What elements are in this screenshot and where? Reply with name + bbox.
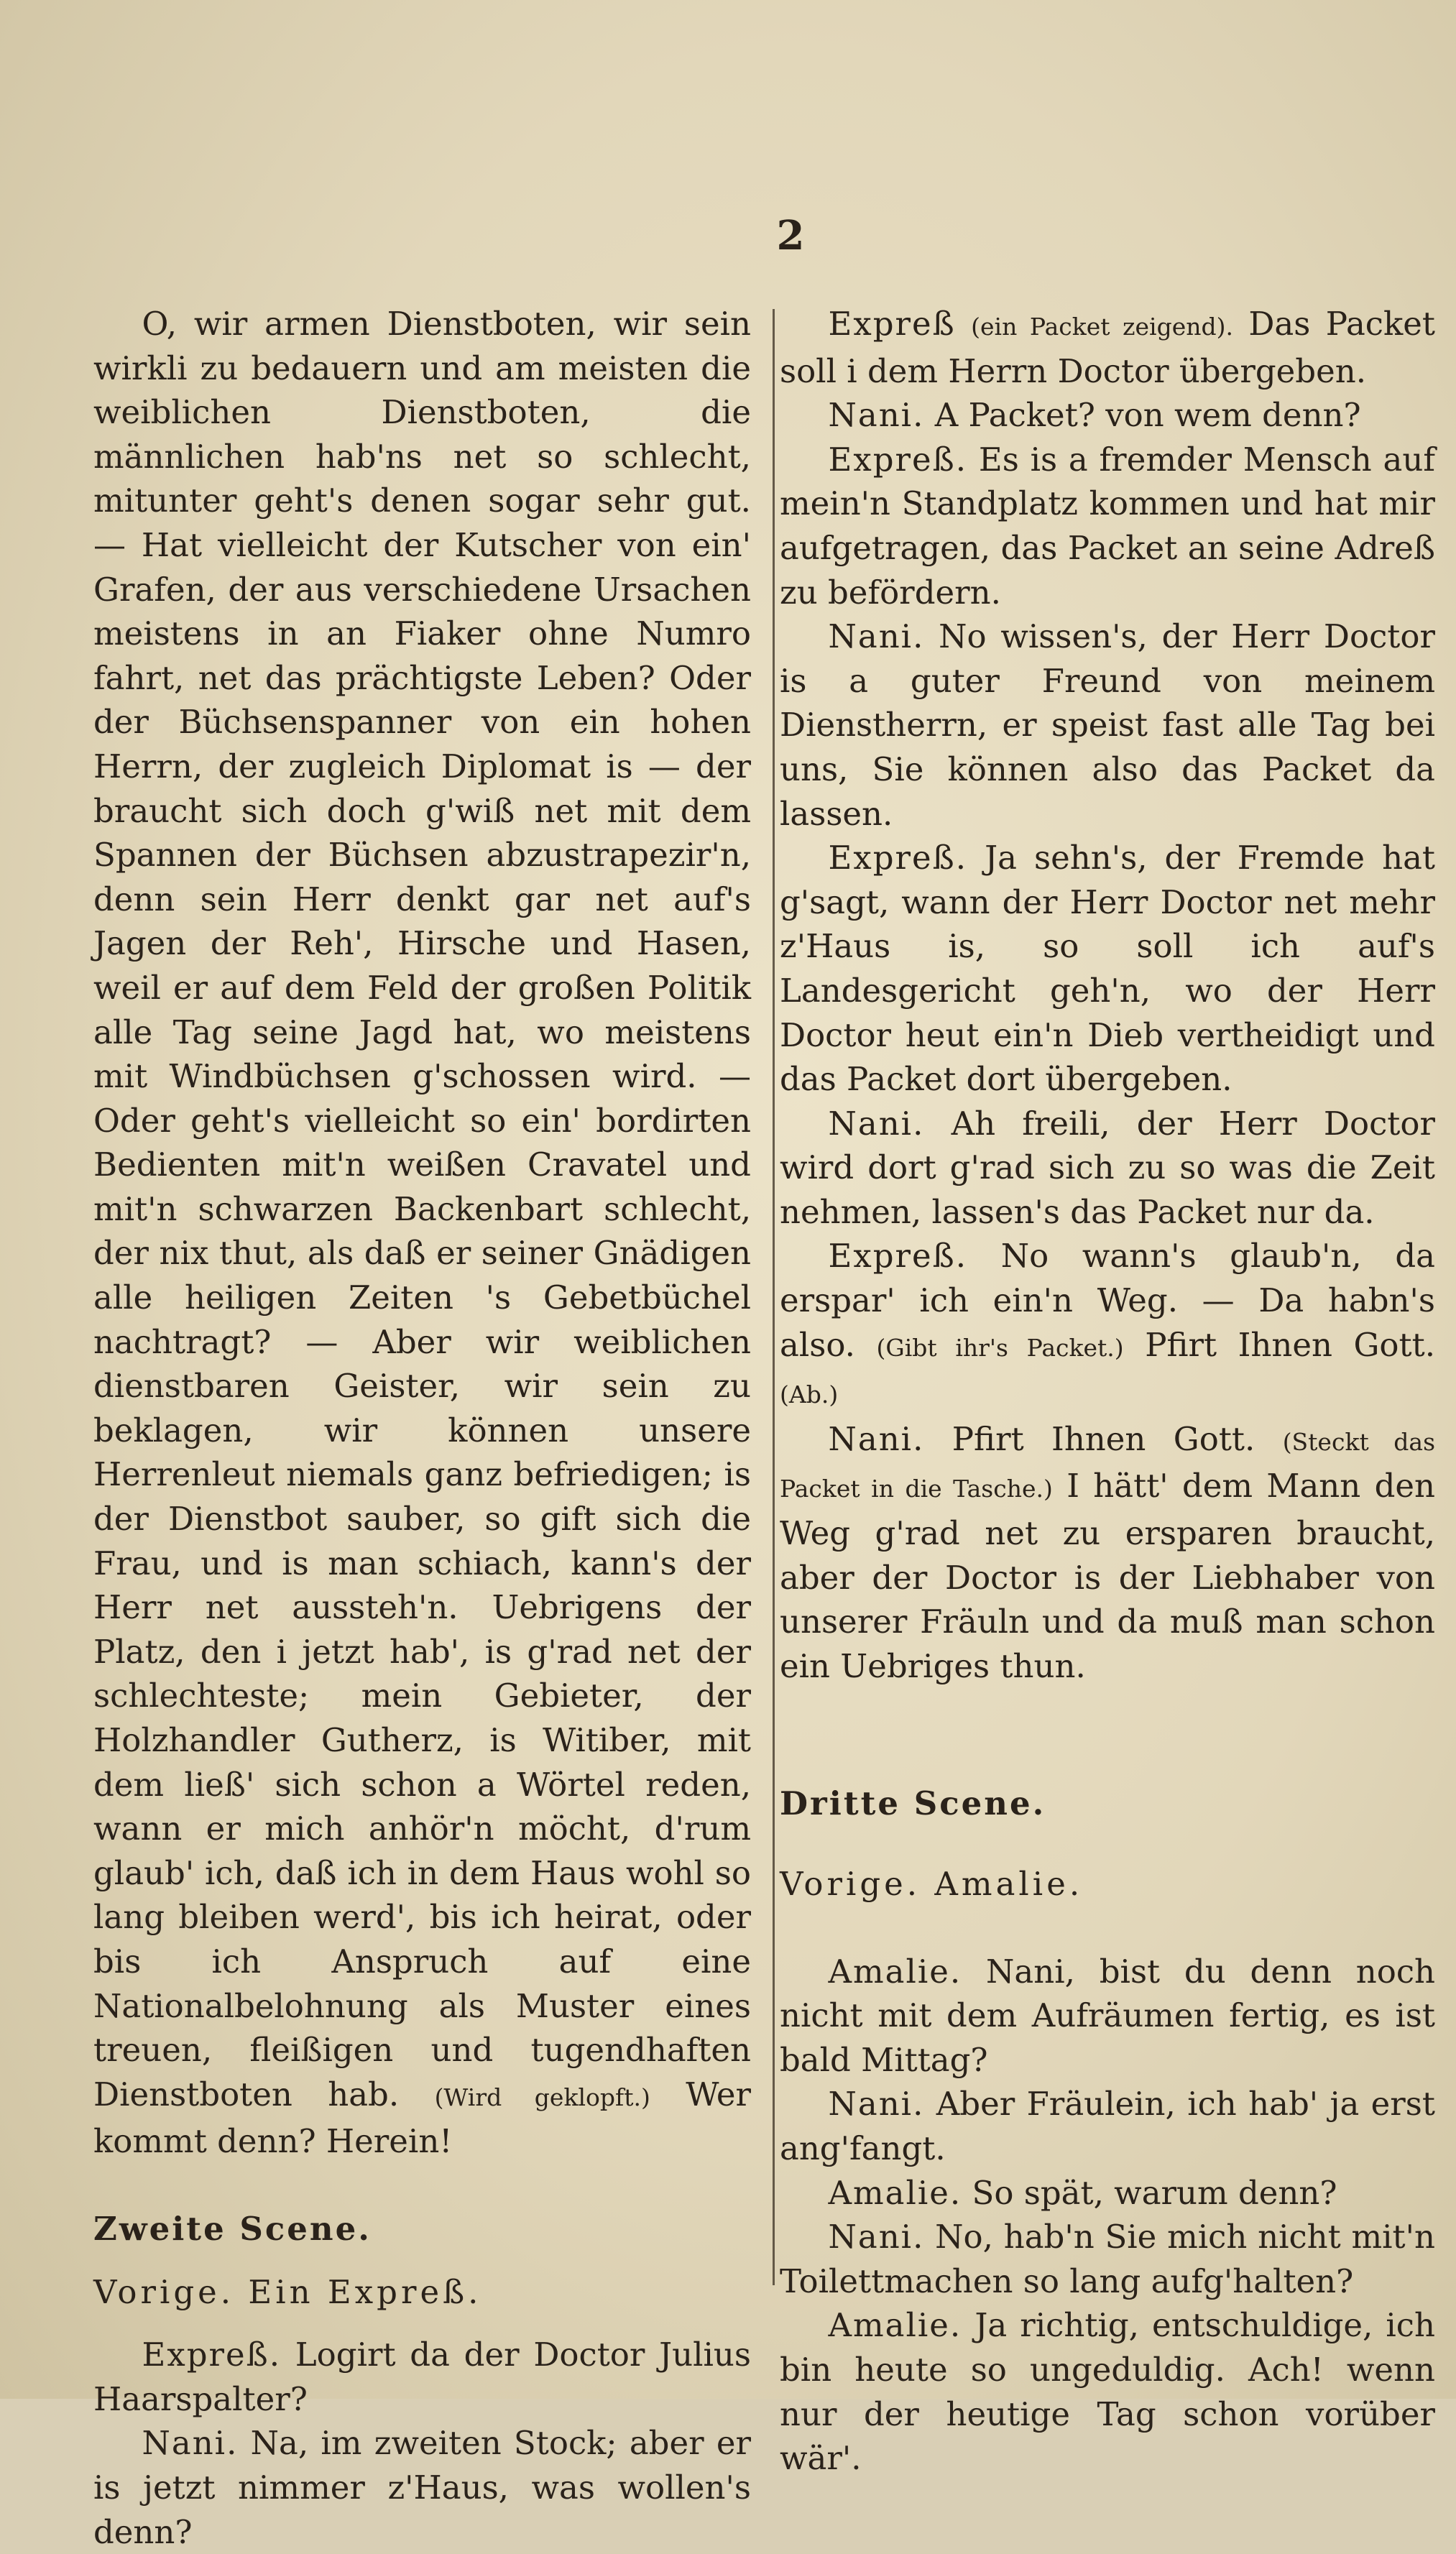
- monologue-text-after: Wer kommt denn? Herein!: [93, 2075, 751, 2161]
- dialogue-text: Es is a fremder Mensch auf mein'n Standplatz kommen und hat mir aufgetragen, das Packet an seine Adreß zu befördern.: [780, 440, 1435, 612]
- dialogue-text: No, hab'n Sie mich nicht mit'n Toilettmachen so lang aufg'halten?: [780, 2218, 1435, 2300]
- dialogue-text: Nani, bist du denn noch nicht mit dem Aufräumen fertig, es ist bald Mittag?: [780, 1952, 1436, 2079]
- speaker-name: Amalie.: [828, 2173, 962, 2212]
- speaker-name: Nani.: [828, 396, 925, 435]
- dialogue-line: [93, 2333, 751, 2421]
- speaker-name: Expreß.: [828, 440, 968, 479]
- dialogue-line: [780, 438, 1435, 614]
- scene-cast: Vorige. Ein Expreß.: [93, 2272, 482, 2311]
- dialogue-line: [93, 2421, 751, 2554]
- dialogue-text: Logirt da der Doctor Julius Haarspalter?: [93, 2336, 751, 2418]
- dialogue-line: [780, 836, 1435, 1102]
- speaker-name: Expreß.: [828, 839, 968, 877]
- dialogue-text: So spät, warum denn?: [972, 2173, 1337, 2212]
- dialogue-text: Na, im zweiten Stock; aber er is jetzt nimmer z'Haus, was wollen's denn?: [93, 2424, 752, 2551]
- dialogue-line: [780, 2082, 1435, 2170]
- right-column: [780, 302, 1435, 2481]
- dialogue-text: Ah freili, der Herr Doctor wird dort g'rad sich zu so was die Zeit nehmen, lassen's das Packet nur da.: [780, 1104, 1435, 1231]
- dialogue-text-after: Pfirt Ihnen Gott.: [1145, 1325, 1435, 1364]
- speaker-name: Nani.: [828, 1419, 925, 1458]
- dialogue-line: [780, 302, 1435, 393]
- speaker-name: Expreß: [828, 305, 956, 343]
- dialogue-line: [780, 1234, 1435, 1416]
- speaker-name: Nani.: [828, 1104, 925, 1143]
- dialogue-line: [780, 1950, 1435, 2083]
- dialogue-line: [780, 2171, 1435, 2216]
- scene-title: Zweite Scene.: [93, 2209, 372, 2248]
- left-column: [93, 302, 751, 2554]
- speaker-name: Amalie.: [828, 1952, 962, 1991]
- stage-direction: (Gibt ihr's Packet.): [876, 1333, 1124, 1362]
- dialogue-text: A Packet? von wem denn?: [934, 396, 1361, 435]
- dialogue-text: No wann's glaub'n, da erspar' ich ein'n Weg. — Da habn's also.: [780, 1237, 1435, 1364]
- dialogue-line: [780, 393, 1435, 438]
- speaker-name: Nani.: [828, 617, 925, 656]
- speaker-name: Nani.: [828, 2218, 925, 2256]
- stage-direction: (Steckt das Packet in die Tasche.): [780, 1427, 1435, 1503]
- speaker-name: Amalie.: [828, 2306, 962, 2345]
- dialogue-text: No wissen's, der Herr Doctor is a guter Freund von meinem Dienstherrn, er speist fast alle Tag bei uns, Sie können also das Packet da lassen.: [780, 617, 1435, 833]
- monologue-paragraph: [93, 302, 751, 2164]
- dialogue-line: [780, 1417, 1435, 1689]
- dialogue-line: [780, 2215, 1435, 2303]
- dialogue-text: Ja richtig, entschuldige, ich bin heute so ungeduldig. Ach! wenn nur der heutige Tag schon vorüber wär'.: [780, 2306, 1435, 2478]
- dialogue-text: Pfirt Ihnen Gott.: [952, 1419, 1255, 1458]
- speaker-name: Expreß.: [142, 2336, 282, 2374]
- dialogue-text: Ja sehn's, der Fremde hat g'sagt, wann der Herr Doctor net mehr z'Haus is, so soll ich auf's Landesgericht geh'n, wo der Herr Doctor heut ein'n Dieb vertheidigt und das Packet dort übergeben.: [780, 839, 1435, 1099]
- speaker-name: Nani.: [828, 2085, 925, 2124]
- stage-direction: (ein Packet zeigend).: [971, 313, 1233, 341]
- stage-direction: (Ab.): [780, 1380, 839, 1409]
- column-divider: [773, 309, 775, 2285]
- dialogue-text: Das Packet soll i dem Herrn Doctor übergeben.: [780, 305, 1435, 390]
- speaker-name: Expreß.: [828, 1237, 968, 1276]
- dialogue-text-after: I hätt' dem Mann den Weg g'rad net zu ersparen braucht, aber der Doctor is der Liebhaber von unserer Fräuln und da muß man schon ein Uebriges thun.: [780, 1467, 1435, 1685]
- page-number: 2: [776, 212, 805, 259]
- dialogue-line: [780, 614, 1435, 836]
- scene-title: Dritte Scene.: [780, 1784, 1046, 1823]
- dialogue-text: Aber Fräulein, ich hab' ja erst ang'fangt.: [780, 2085, 1435, 2167]
- speaker-name: Nani.: [142, 2424, 239, 2463]
- monologue-text: O, wir armen Dienstboten, wir sein wirkli zu bedauern und am meisten die weiblichen Dienstboten, die männlichen hab'ns net so schlecht, mitunter geht's denen sogar sehr gut. — Hat vielleicht der Kutscher von ein' Grafen, der aus verschiedene Ursachen meistens in an Fiaker ohne Numro fahrt, net das prächtigste Leben? Oder der Büchsenspanner von ein hohen Herrn, der zugleich Diplomat is — der braucht sich doch g'wiß net mit dem Spannen der Büchsen abzustrapezir'n, denn sein Herr denkt gar net auf's Jagen der Reh', Hirsche und Hasen, weil er auf dem Feld der großen Politik alle Tag seine Jagd hat, wo meistens mit Windbüchsen g'schossen wird. — Oder geht's vielleicht so ein' bordirten Bedienten mit'n weißen Cravatel und mit'n schwarzen Backenbart schlecht, der nix thut, als daß er seiner Gnädigen alle heiligen Zeiten 's Gebetbüchel nachtragt? — Aber wir weiblichen dienstbaren Geister, wir sein zu beklagen, wir können unsere Herrenleut niemals ganz befriedigen; is der Dienstbot sauber, so gift sich die Frau, und is man schiach, kann's der Herr net aussteh'n. Uebrigens der Platz, den i jetzt hab', is g'rad net der schlechteste; mein Gebieter, der Holzhandler Gutherz, is Witiber, mit dem ließ' sich schon a Wörtel reden, wann er mich anhör'n möcht, d'rum glaub' ich, daß ich in dem Haus wohl so lang bleiben werd', bis ich heirat, oder bis ich Anspruch auf eine Nationalbelohnung als Muster eines treuen, fleißigen und tugendhaften Dienstboten hab.: [93, 305, 751, 2113]
- scene-cast: Vorige. Amalie.: [780, 1865, 1084, 1903]
- dialogue-line: [780, 1102, 1435, 1235]
- dialogue-line: [780, 2303, 1435, 2480]
- stage-direction: (Wird geklopft.): [434, 2083, 650, 2111]
